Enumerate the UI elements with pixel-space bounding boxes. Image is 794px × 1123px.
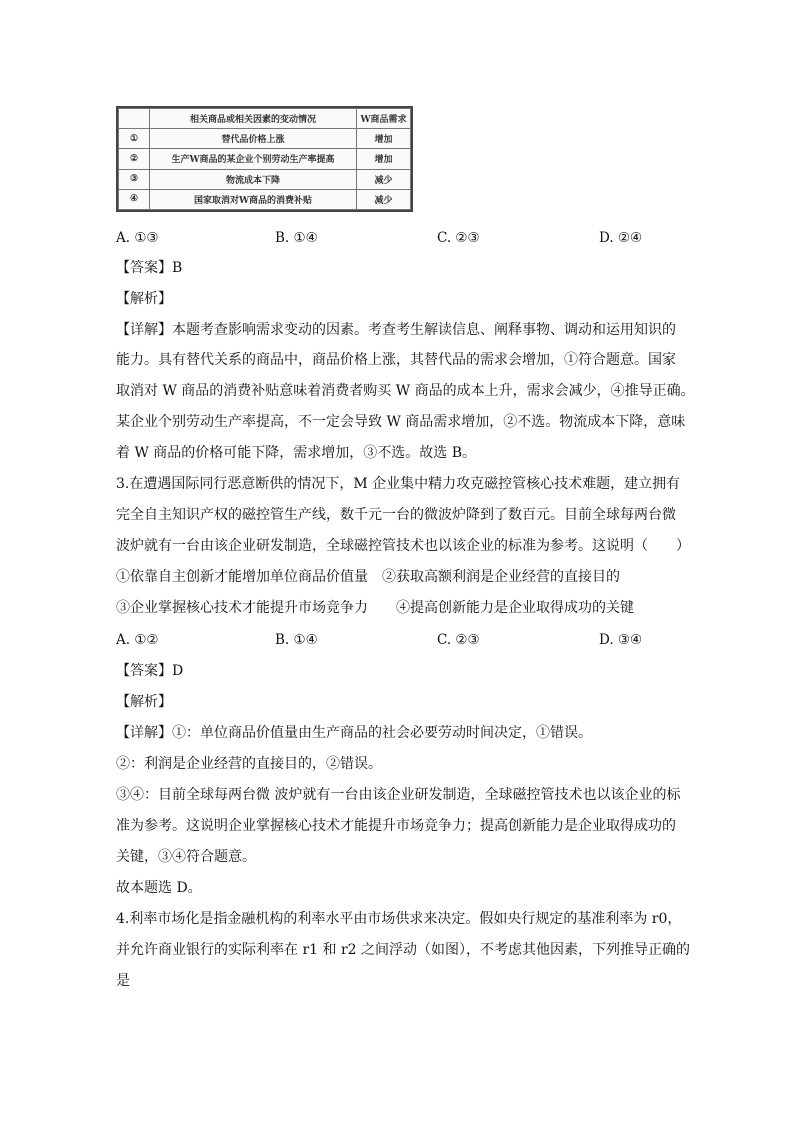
table-header-cell: 相关商品或相关因素的变动情况: [150, 109, 357, 129]
table-header-cell: W商品需求: [357, 109, 411, 129]
q3-option-c: C. ②③: [437, 632, 480, 648]
q3-detail-line: 准为参考。这说明企业掌握核心技术才能提升市场竞争力；提高创新能力是企业取得成功的: [116, 818, 676, 834]
table-cell: 减少: [357, 189, 411, 209]
table-cell: ④: [119, 189, 150, 209]
q3-statement-line: ①依靠自主创新才能增加单位商品价值量 ②获取高额利润是企业经营的直接目的: [116, 569, 620, 585]
q3-detail-line: 关键，③④符合题意。: [116, 849, 256, 865]
q2-option-c: C. ②③: [437, 230, 480, 246]
table-row: [119, 129, 411, 149]
q3-stem-line: 波炉就有一台由该企业研发制造，全球磁控管技术也以该企业的标准为参考。这说明（ ）: [116, 538, 690, 554]
q2-option-d: D. ②④: [599, 230, 643, 246]
table-row: [119, 149, 411, 169]
q3-detail-line: ②：利润是企业经营的直接目的，②错误。: [116, 756, 382, 772]
q4-stem-line: 4.利率市场化是指金融机构的利率水平由市场供求来决定。假如央行规定的基准利率为 r0，: [116, 911, 682, 927]
table-row: [119, 189, 411, 209]
q2-detail-line: 取消对 W 商品的消费补贴意味着消费者购买 W 商品的成本上升，需求会减少，④推导正确。: [116, 383, 695, 399]
q2-analysis-label: 【解析】: [116, 291, 172, 307]
q3-stem-line: 3.在遭遇国际同行恶意断供的情况下，M 企业集中精力攻克磁控管核心技术难题，建立拥有: [116, 476, 681, 492]
q3-answer: 【答案】D: [116, 663, 184, 679]
q4-stem-line: 并允许商业银行的实际利率在 r1 和 r2 之间浮动（如图），不考虑其他因素，下列推导正确的: [116, 942, 690, 958]
table-cell: ③: [119, 169, 150, 189]
table-cell: ①: [119, 129, 150, 149]
table-cell: 增加: [357, 129, 411, 149]
q2-detail-line: 【详解】本题考查影响需求变动的因素。考查考生解读信息、阐释事物、调动和运用知识的: [116, 322, 676, 338]
q2-option-a: A. ①③: [116, 230, 159, 246]
table-cell: 物流成本下降: [150, 169, 357, 189]
table-cell: 替代品价格上涨: [150, 129, 357, 149]
q2-detail-line: 某企业个别劳动生产率提高，不一定会导致 W 商品需求增加，②不选。物流成本下降，意味: [116, 414, 686, 430]
q2-option-b: B. ①④: [275, 230, 318, 246]
q3-option-a: A. ①②: [116, 632, 159, 648]
table-cell: 增加: [357, 149, 411, 169]
q3-statement-line: ③企业掌握核心技术才能提升市场竞争力 ④提高创新能力是企业取得成功的关键: [116, 600, 634, 616]
table-header-cell: [119, 109, 150, 129]
table-header-row: [119, 109, 411, 129]
table-cell: ②: [119, 149, 150, 169]
table-cell: 国家取消对W商品的消费补贴: [150, 189, 357, 209]
q3-stem-line: 完全自主知识产权的磁控管生产线，数千元一台的微波炉降到了数百元。目前全球每两台微: [116, 507, 676, 523]
q3-analysis-label: 【解析】: [116, 694, 172, 710]
table-cell: 生产W商品的某企业个别劳动生产率提高: [150, 149, 357, 169]
table-cell: 减少: [357, 169, 411, 189]
q3-detail-line: ③④：目前全球每两台微 波炉就有一台由该企业研发制造，全球磁控管技术也以该企业的标: [116, 787, 681, 803]
q2-detail-line: 着 W 商品的价格可能下降，需求增加，③不选。故选 B。: [116, 445, 477, 461]
q3-detail-line: 故本题选 D。: [116, 880, 202, 896]
q3-detail-line: 【详解】①：单位商品价值量由生产商品的社会必要劳动时间决定，①错误。: [116, 725, 592, 741]
q3-option-d: D. ③④: [599, 632, 643, 648]
q2-answer: 【答案】B: [116, 260, 183, 276]
q3-option-b: B. ①④: [275, 632, 318, 648]
table-row: [119, 169, 411, 189]
demand-factor-table: [116, 106, 413, 212]
q2-detail-line: 能力。具有替代关系的商品中，商品价格上涨，其替代品的需求会增加，①符合题意。国家: [116, 352, 676, 368]
q4-stem-line: 是: [116, 973, 130, 989]
